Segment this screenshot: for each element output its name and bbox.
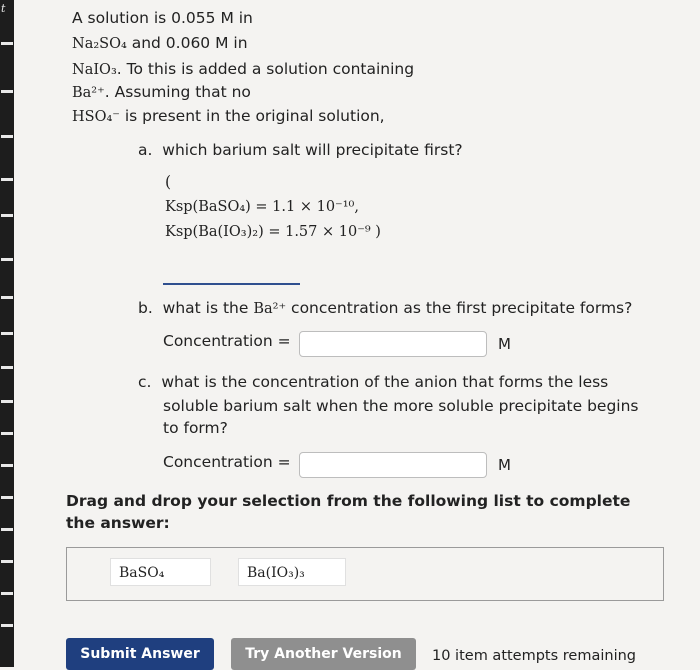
drag-instruction-line1: Drag and drop your selection from the following list to complete [66, 492, 631, 510]
ion-hso4minus: HSO₄⁻ [72, 109, 120, 125]
drag-instruction-line2: the answer: [66, 514, 170, 532]
part-a-text: which barium salt will precipitate first? [162, 141, 463, 159]
part-c-question-line2: soluble barium salt when the more soluble precipitate begins [163, 397, 639, 415]
problem-text: . To this is added a solution containing [116, 60, 415, 78]
part-c-question-line1 [138, 372, 608, 392]
part-c-concentration-input[interactable] [299, 452, 487, 478]
ion-ba2plus: Ba²⁺ [72, 85, 105, 101]
part-b-label: b. [138, 299, 153, 317]
formula-naio3: NaIO₃ [72, 62, 117, 78]
part-b-field-label: Concentration = [163, 332, 291, 350]
ksp-baio3: Ksp(Ba(IO₃)₂) = 1.57 × 10⁻⁹ ) [165, 224, 381, 240]
part-c-unit: M [498, 456, 511, 474]
part-b-concentration-input[interactable] [299, 331, 487, 357]
submit-answer-button[interactable]: Submit Answer [66, 638, 214, 670]
ksp-baso4: Ksp(BaSO₄) = 1.1 × 10⁻¹⁰, [165, 199, 359, 215]
part-b-unit: M [498, 335, 511, 353]
part-b-text: concentration as the first precipitate forms? [291, 299, 633, 317]
part-b-text: what is the [162, 299, 249, 317]
problem-line-1: A solution is 0.055 M in [72, 9, 253, 27]
attempts-remaining: 10 item attempts remaining [432, 648, 636, 664]
part-c-field-label: Concentration = [163, 453, 291, 471]
part-c-question-line3: to form? [163, 419, 228, 437]
part-c-label: c. [138, 373, 152, 391]
problem-line-3 [72, 59, 414, 80]
problem-text: and 0.060 M in [126, 34, 248, 52]
try-another-version-button[interactable]: Try Another Version [231, 638, 416, 670]
part-a-question [138, 140, 463, 160]
option-baso4[interactable]: BaSO₄ [110, 558, 211, 586]
formula-na2so4: Na₂SO₄ [72, 36, 127, 52]
problem-line-2 [72, 33, 248, 54]
part-c-text: what is the concentration of the anion that forms the less [161, 373, 609, 391]
problem-text: is present in the original solution, [119, 107, 385, 125]
part-b-question [138, 298, 632, 319]
problem-line-5 [72, 106, 385, 127]
ion-ba2plus: Ba²⁺ [253, 301, 287, 317]
option-baio3[interactable]: Ba(IO₃)₃ [238, 558, 346, 586]
ksp-open-paren: ( [165, 173, 172, 191]
problem-line-4 [72, 82, 251, 103]
part-a-label: a. [138, 141, 153, 159]
problem-text: . Assuming that no [104, 83, 251, 101]
part-a-answer-slot[interactable] [163, 283, 300, 285]
sidebar-glyph: t [1, 2, 6, 15]
